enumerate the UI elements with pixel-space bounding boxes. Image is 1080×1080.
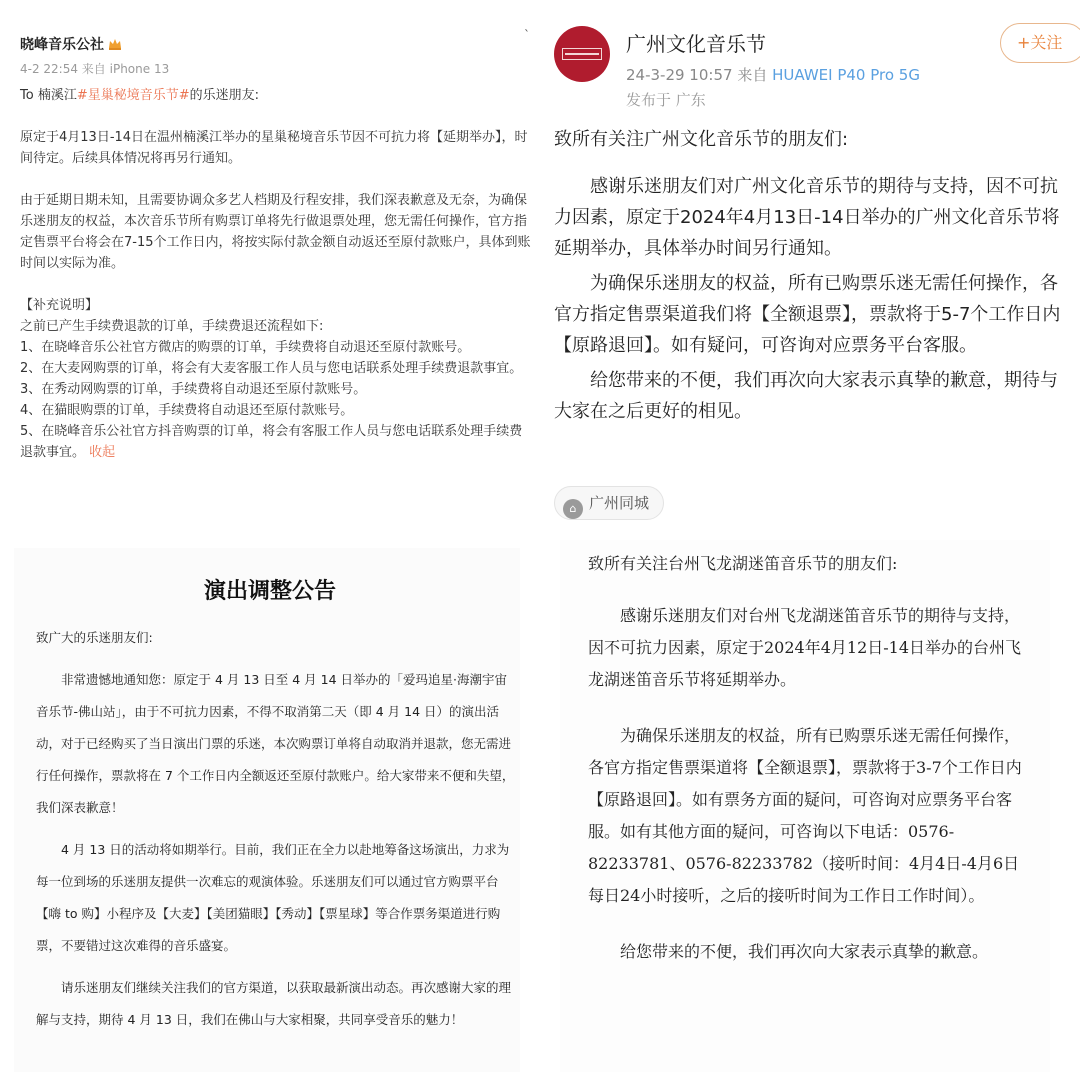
avatar[interactable] [554, 26, 610, 82]
post-location: 发布于 广东 [626, 91, 706, 109]
announcement-body [588, 548, 1034, 968]
account-name[interactable]: 广州文化音乐节 [626, 32, 766, 56]
greeting: To 楠溪江#星巢秘境音乐节#的乐迷朋友: [20, 88, 260, 103]
weibo-post-guangzhou [540, 0, 1080, 540]
device-link[interactable]: HUAWEI P40 Pro 5G [772, 66, 920, 84]
paragraph: 由于延期日期未知，且需要协调众多艺人档期及行程安排，我们深表歉意及无奈，为确保乐迷朋友的权益，本次音乐节所有购票订单将先行做退票处理，您无需任何操作，官方指定售票平台将会在7-15个工作日内，将按实际付款金额自动返还至原付款账户，具体到账时间以实际为准。 [20, 193, 531, 271]
supplement-title: 【补充说明】 [20, 298, 99, 313]
paragraph: 感谢乐迷朋友们对广州文化音乐节的期待与支持，因不可抗力因素，原定于2024年4月13日-14日举办的广州文化音乐节将延期举办，具体举办时间另行通知。 [554, 176, 1060, 259]
list-item: 1、在晓峰音乐公社官方微店的购票的订单，手续费将自动退还至原付款账号。 [20, 340, 471, 355]
announcement-body [36, 622, 516, 1036]
supplement-intro: 之前已产生手续费退款的订单，手续费退还流程如下: [20, 319, 324, 334]
account-name[interactable]: 晓峰音乐公社 [20, 34, 122, 54]
post-body [554, 124, 1074, 427]
crown-badge-icon [108, 38, 122, 50]
salutation: 致广大的乐迷朋友们: [36, 630, 153, 645]
paragraph: 为确保乐迷朋友的权益，所有已购票乐迷无需任何操作，各官方指定售票渠道将【全额退票】，票款将于3-7个工作日内【原路退回】。如有票务方面的疑问，可咨询对应票务平台客服。如有其他方面的疑问，可咨询以下电话：0576-82233781、0576-82233782（接听时间：4月4日-4月6日每日24小时接听，之后的接听时间为工作日工作时间）。 [588, 726, 1022, 905]
logo-text-mark [565, 53, 599, 55]
post-body [20, 85, 535, 463]
paragraph: 原定于4月13日-14日在温州楠溪江举办的星巢秘境音乐节因不可抗力将【延期举办】，时间待定。后续具体情况将再另行通知。 [20, 130, 528, 166]
post-meta: 4-2 22:54 来自 iPhone 13 [20, 62, 170, 76]
salutation: 致所有关注台州飞龙湖迷笛音乐节的朋友们: [588, 554, 898, 573]
list-item: 3、在秀动网购票的订单，手续费将自动退还至原付款账号。 [20, 382, 367, 397]
post-meta: 24-3-29 10:57 来自 HUAWEI P40 Pro 5G [626, 66, 920, 84]
paragraph: 给您带来的不便，我们再次向大家表示真挚的歉意。 [620, 942, 989, 961]
location-tag-icon: ⌂ [563, 499, 583, 519]
weibo-post-xiaofeng [0, 0, 540, 540]
location-tag[interactable]: ⌂ 广州同城 [554, 486, 664, 520]
paragraph: 给您带来的不便，我们再次向大家表示真挚的歉意，期待与大家在之后更好的相见。 [554, 370, 1058, 422]
paragraph: 感谢乐迷朋友们对台州飞龙湖迷笛音乐节的期待与支持，因不可抗力因素，原定于2024年4月12日-14日举办的台州飞龙湖迷笛音乐节将延期举办。 [588, 606, 1022, 689]
salutation: 致所有关注广州文化音乐节的朋友们: [554, 129, 849, 150]
paragraph: 为确保乐迷朋友的权益，所有已购票乐迷无需任何操作，各官方指定售票渠道我们将【全额退票】，票款将于5-7个工作日内【原路退回】。如有疑问，可咨询对应票务平台客服。 [554, 273, 1061, 356]
announcement-taizhou [540, 540, 1080, 1080]
paragraph: 请乐迷朋友们继续关注我们的官方渠道，以获取最新演出动态。再次感谢大家的理解与支持，期待 4 月 13 日，我们在佛山与大家相聚，共同享受音乐的魅力！ [36, 980, 512, 1027]
follow-button[interactable]: +关注 [1000, 23, 1080, 63]
announcement-foshan [0, 540, 540, 1080]
page-title: 演出调整公告 [203, 579, 336, 604]
list-item: 5、在晓峰音乐公社官方抖音购票的订单，将会有客服工作人员与您电话联系处理手续费退款事宜。 收起 [20, 424, 523, 460]
collapse-link[interactable]: 收起 [89, 445, 116, 460]
list-item: 4、在猫眼购票的订单，手续费将自动退还至原付款账号。 [20, 403, 354, 418]
hashtag-link[interactable]: #星巢秘境音乐节# [76, 88, 190, 103]
paragraph: 4 月 13 日的活动将如期举行。目前，我们正在全力以赴地筹备这场演出，力求为每一位到场的乐迷朋友提供一次难忘的观演体验。乐迷朋友们可以通过官方购票平台【嗨 to 购】小程序及【大麦】【美团猫眼】【秀动】【票星球】等合作票务渠道进行购票，不要错过这次难得的音乐盛宴。 [36, 842, 510, 953]
list-item: 2、在大麦网购票的订单，将会有大麦客服工作人员与您电话联系处理手续费退款事宜。 [20, 361, 523, 376]
paragraph: 非常遗憾地通知您：原定于 4 月 13 日至 4 月 14 日举办的「爱玛追星·海潮宇宙音乐节-佛山站」，由于不可抗力因素，不得不取消第二天（即 4 月 14 日）的演出活动，对于已经购买了当日演出门票的乐迷，本次购票订单将自动取消并退款，您无需进行任何操作，票款将在 7 个工作日内全额返还至原付款账户。给大家带来不便和失望，我们深表歉意！ [36, 672, 515, 815]
more-options-icon[interactable]: ˋ [524, 28, 530, 42]
